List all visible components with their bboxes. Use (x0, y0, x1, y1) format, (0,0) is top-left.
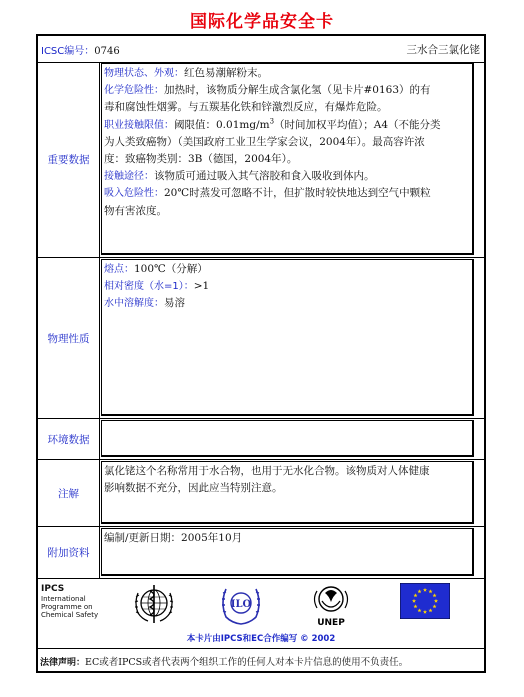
section-physical (38, 258, 484, 419)
exposure-value-1a: 阈限值：0.01mg/m (174, 118, 270, 131)
icsc-label: ICSC编号：0746 (41, 46, 120, 57)
icsc-number: 0746 (94, 46, 120, 57)
notes-content-box (101, 461, 474, 524)
exposure-value-3: 度：致癌物类别：3B（德国，2004年）。 (104, 153, 298, 166)
density-key: 相对密度（水=1）： (104, 281, 194, 293)
ilo-emblem-icon (216, 581, 266, 627)
additional-content-box (101, 528, 474, 576)
card-header (38, 36, 484, 63)
legal-key: 法律声明： (40, 658, 86, 668)
melting-key: 熔点： (104, 264, 134, 275)
section-label-important: 重要数据 (38, 62, 100, 257)
section-label-notes: 注解 (38, 460, 100, 526)
ilo-text: ILO (230, 599, 252, 610)
exposure-value-2: 为人类致癌物）（美国政府工业卫生学家会议，2004年）。最高容许浓 (104, 135, 425, 148)
unep-text: UNEP (317, 618, 345, 628)
section-label-physical: 物理性质 (38, 258, 100, 418)
inhalation-key: 吸入危险性： (104, 188, 164, 200)
legal-text: EC或者IPCS或者代表两个组织工作的任何人对本卡片信息的使用不负责任。 (85, 657, 409, 668)
exposure-key: 职业接触限值： (104, 119, 174, 131)
safety-card (36, 34, 486, 673)
physical-state-key: 物理状态、外观： (104, 68, 184, 79)
section-important (38, 62, 484, 258)
solubility-key: 水中溶解度： (104, 298, 164, 310)
exposure-unit-sup: 3 (269, 117, 275, 126)
notes-line-2: 影响数据不充分，因此应当特别注意。 (104, 482, 283, 495)
route-value: 该物质可通过吸入其气溶胶和食入吸收到体内。 (154, 170, 375, 183)
substance-name: 三水合三氯化铑 (406, 44, 480, 56)
inhalation-value-2: 物有害浓度。 (104, 204, 167, 217)
chem-hazard-key: 化学危险性： (104, 85, 164, 97)
important-content-box (101, 63, 474, 255)
notes-line-1: 氯化铑这个名称常用于水合物，也用于无水化合物。该物质对人体健康 (104, 465, 430, 477)
update-date: 编制/更新日期：2005年10月 (104, 532, 243, 544)
section-notes (38, 460, 484, 527)
card-title: 国际化学品安全卡 (190, 12, 334, 32)
chem-hazard-value-2: 毒和腐蚀性烟雾。与五羰基化铁和锌激烈反应，有爆炸危险。 (104, 101, 388, 114)
exposure-value-1b: （时间加权平均值）；A4（不能分类 (274, 118, 441, 131)
section-label-additional: 附加资料 (38, 527, 100, 578)
inhalation-value-1: 20℃时蒸发可忽略不计，但扩散时较快地达到空气中颗粒 (164, 187, 431, 200)
environment-content-box (101, 420, 474, 457)
section-environment (38, 419, 484, 460)
chem-hazard-value-1: 加热时，该物质分解生成含氯化氢（见卡片#0163）的有 (164, 84, 431, 97)
unep-emblem-icon (306, 581, 356, 631)
density-value: >1 (193, 280, 210, 293)
cooperation-note: 本卡片由IPCS和EC合作编写 © 2002 (186, 634, 336, 644)
legal-statement (40, 654, 408, 668)
melting-value: 100℃（分解） (134, 263, 208, 275)
eu-flag-icon (400, 583, 450, 619)
solubility-value: 易溶 (164, 297, 185, 310)
section-label-environment: 环境数据 (38, 419, 100, 459)
ipcs-logo-text: IPCS International Programme on Chemical Safety (41, 584, 99, 619)
physical-state-value: 红色易潮解粉末。 (184, 67, 268, 79)
section-additional (38, 527, 484, 579)
route-key: 接触途径： (104, 171, 154, 183)
who-emblem-icon (130, 581, 178, 627)
footer-logos (38, 578, 484, 649)
physical-content-box (101, 259, 474, 416)
